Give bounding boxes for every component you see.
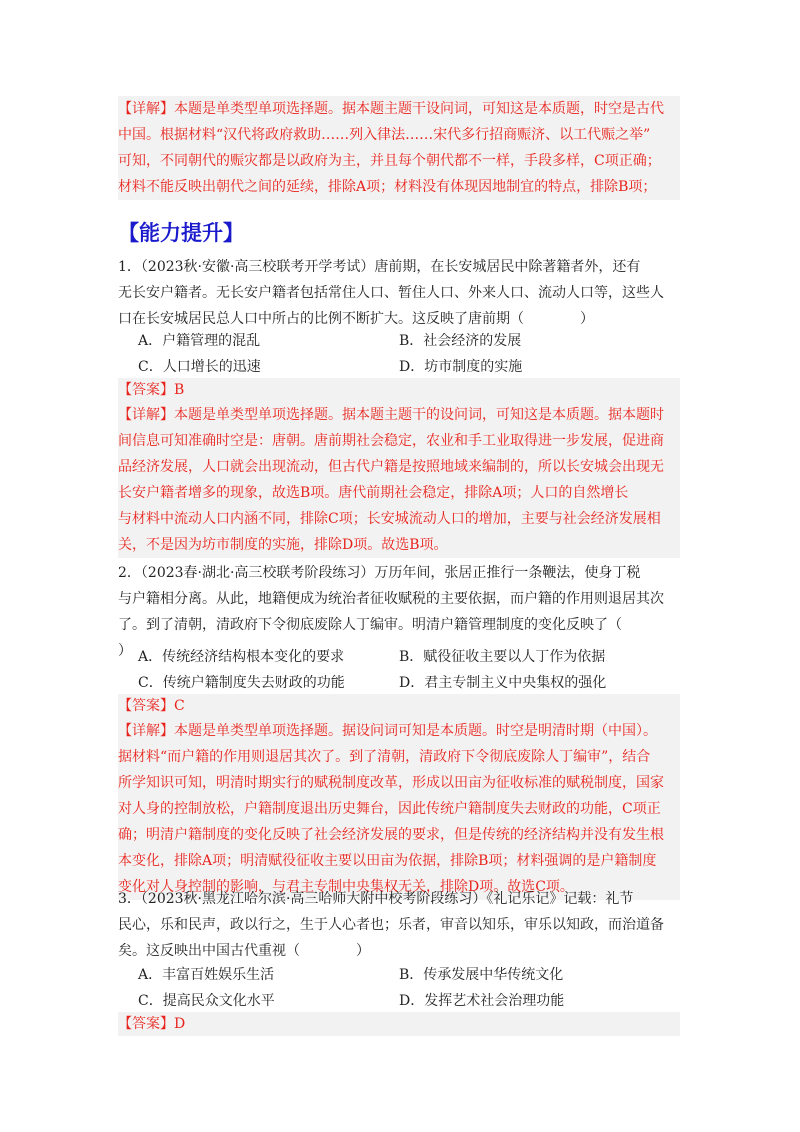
option-d: D．发挥艺术社会治理功能 [399,993,565,1009]
option-d: D．君主专制主义中央集权的强化 [399,675,607,691]
explanation-line: 所学知识可知，明清时期实行的赋税制度改革，形成以田亩为征收标准的赋税制度，国家 [118,775,664,791]
explanation-line: 与材料中流动人口内涵不同，排除C项；长安城流动人口的增加，主要与社会经济发展相 [118,511,661,527]
question-line: 了。到了清朝，清政府下令彻底废除人丁编审。明清户籍管理制度的变化反映了（ [118,617,622,633]
explanation-line: 【详解】本题是单类型单项选择题。据本题主题干的设问词，可知这是本质题。据本题时 [118,407,664,423]
question-2-answer: 【答案】C [118,694,680,718]
explanation-line: 对人身的控制放松，户籍制度退出历史舞台，因此传统户籍制度失去财政的功能，C项正 [118,801,661,817]
question-line: 矣。这反映出中国古代重视（ ） [118,943,370,959]
question-2-explanation [118,718,680,900]
explanation-line: 材料不能反映出朝代之间的延续，排除A项；材料没有体现因地制宜的特点，排除B项； [118,179,657,195]
option-a: A．丰富百姓娱乐生活 [138,967,275,983]
question-line: 3．（2023秋·黑龙江哈尔滨·高三哈师大附中校考阶段练习）《礼记乐记》记载：礼节 [118,891,634,907]
question-3-stem [118,886,680,964]
explanation-block-0 [118,96,680,200]
question-line: 2．（2023春·湖北·高三校联考阶段练习）万历年间，张居正推行一条鞭法，使身丁税 [118,565,641,581]
option-b: B．社会经济的发展 [399,333,522,349]
option-c: C．人口增长的迅速 [138,359,261,375]
option-d: D．坊市制度的实施 [399,359,523,375]
question-3-options [138,962,658,1014]
question-1-explanation [118,402,680,558]
question-line: 1．（2023秋·安徽·高三校联考开学考试）唐前期，在长安城居民中除著籍者外，还有 [118,259,641,275]
question-line: 民心，乐和民声，政以行之，生于人心者也；乐者，审音以知乐，审乐以知政，而治道备 [118,917,664,933]
explanation-line: 中国。根据材料“汉代将政府救助……列入律法……宋代多行招商赈济、以工代赈之举” [118,127,651,143]
question-line: 与户籍相分离。从此，地籍便成为统治者征收赋税的主要依据，而户籍的作用则退居其次 [118,591,664,607]
explanation-line: 关，不是因为坊市制度的实施，排除D项。故选B项。 [118,537,448,553]
question-line: ） [118,643,132,659]
question-line: 无长安户籍者。无长安户籍者包括常住人口、暂住人口、外来人口、流动人口等，这些人 [118,285,664,301]
explanation-line: 【详解】本题是单类型单项选择题。据设问词可知是本质题。时空是明清时期（中国）。 [118,723,657,739]
explanation-line: 间信息可知准确时空是：唐朝。唐前期社会稳定，农业和手工业取得进一步发展，促进商 [118,433,664,449]
explanation-line: 据材料“而户籍的作用则退居其次了。到了清朝，清政府下令彻底废除人丁编审”，结合 [118,749,651,765]
explanation-line: 变化对人身控制的影响，与君主专制中央集权无关，排除D项。故选C项。 [118,879,574,895]
option-a: A．户籍管理的混乱 [138,333,261,349]
option-c: C．提高民众文化水平 [138,993,275,1009]
option-b: B．传承发展中华传统文化 [399,967,564,983]
explanation-line: 【详解】本题是单类型单项选择题。据本题主题干设问词，可知这是本质题，时空是古代 [118,101,664,117]
explanation-line: 本变化，排除A项；明清赋役征收主要以田亩为依据，排除B项；材料强调的是户籍制度 [118,853,657,869]
question-1-options [138,328,658,380]
question-1-stem [118,254,680,332]
question-line: 口在长安城居民总人口中所占的比例不断扩大。这反映了唐前期（ ） [118,311,594,327]
explanation-line: 品经济发展，人口就会出现流动，但古代户籍是按照地域来编制的，所以长安城会出现无 [118,459,664,475]
option-c: C．传统户籍制度失去财政的功能 [138,675,345,691]
explanation-line: 可知，不同朝代的赈灾都是以政府为主，并且每个朝代都不一样，手段多样，C项正确； [118,153,661,169]
option-a: A．传统经济结构根本变化的要求 [138,649,345,665]
question-1-answer: 【答案】B [118,378,680,402]
option-b: B．赋役征收主要以人丁作为依据 [399,649,606,665]
question-2-options [138,644,658,696]
explanation-line: 长安户籍者增多的现象，故选B项。唐代前期社会稳定，排除A项；人口的自然增长 [118,485,629,501]
question-3-answer: 【答案】D [118,1012,680,1036]
section-title: 【能力提升】 [118,221,244,245]
explanation-line: 确；明清户籍制度的变化反映了社会经济发展的要求，但是传统的经济结构并没有发生根 [118,827,664,843]
